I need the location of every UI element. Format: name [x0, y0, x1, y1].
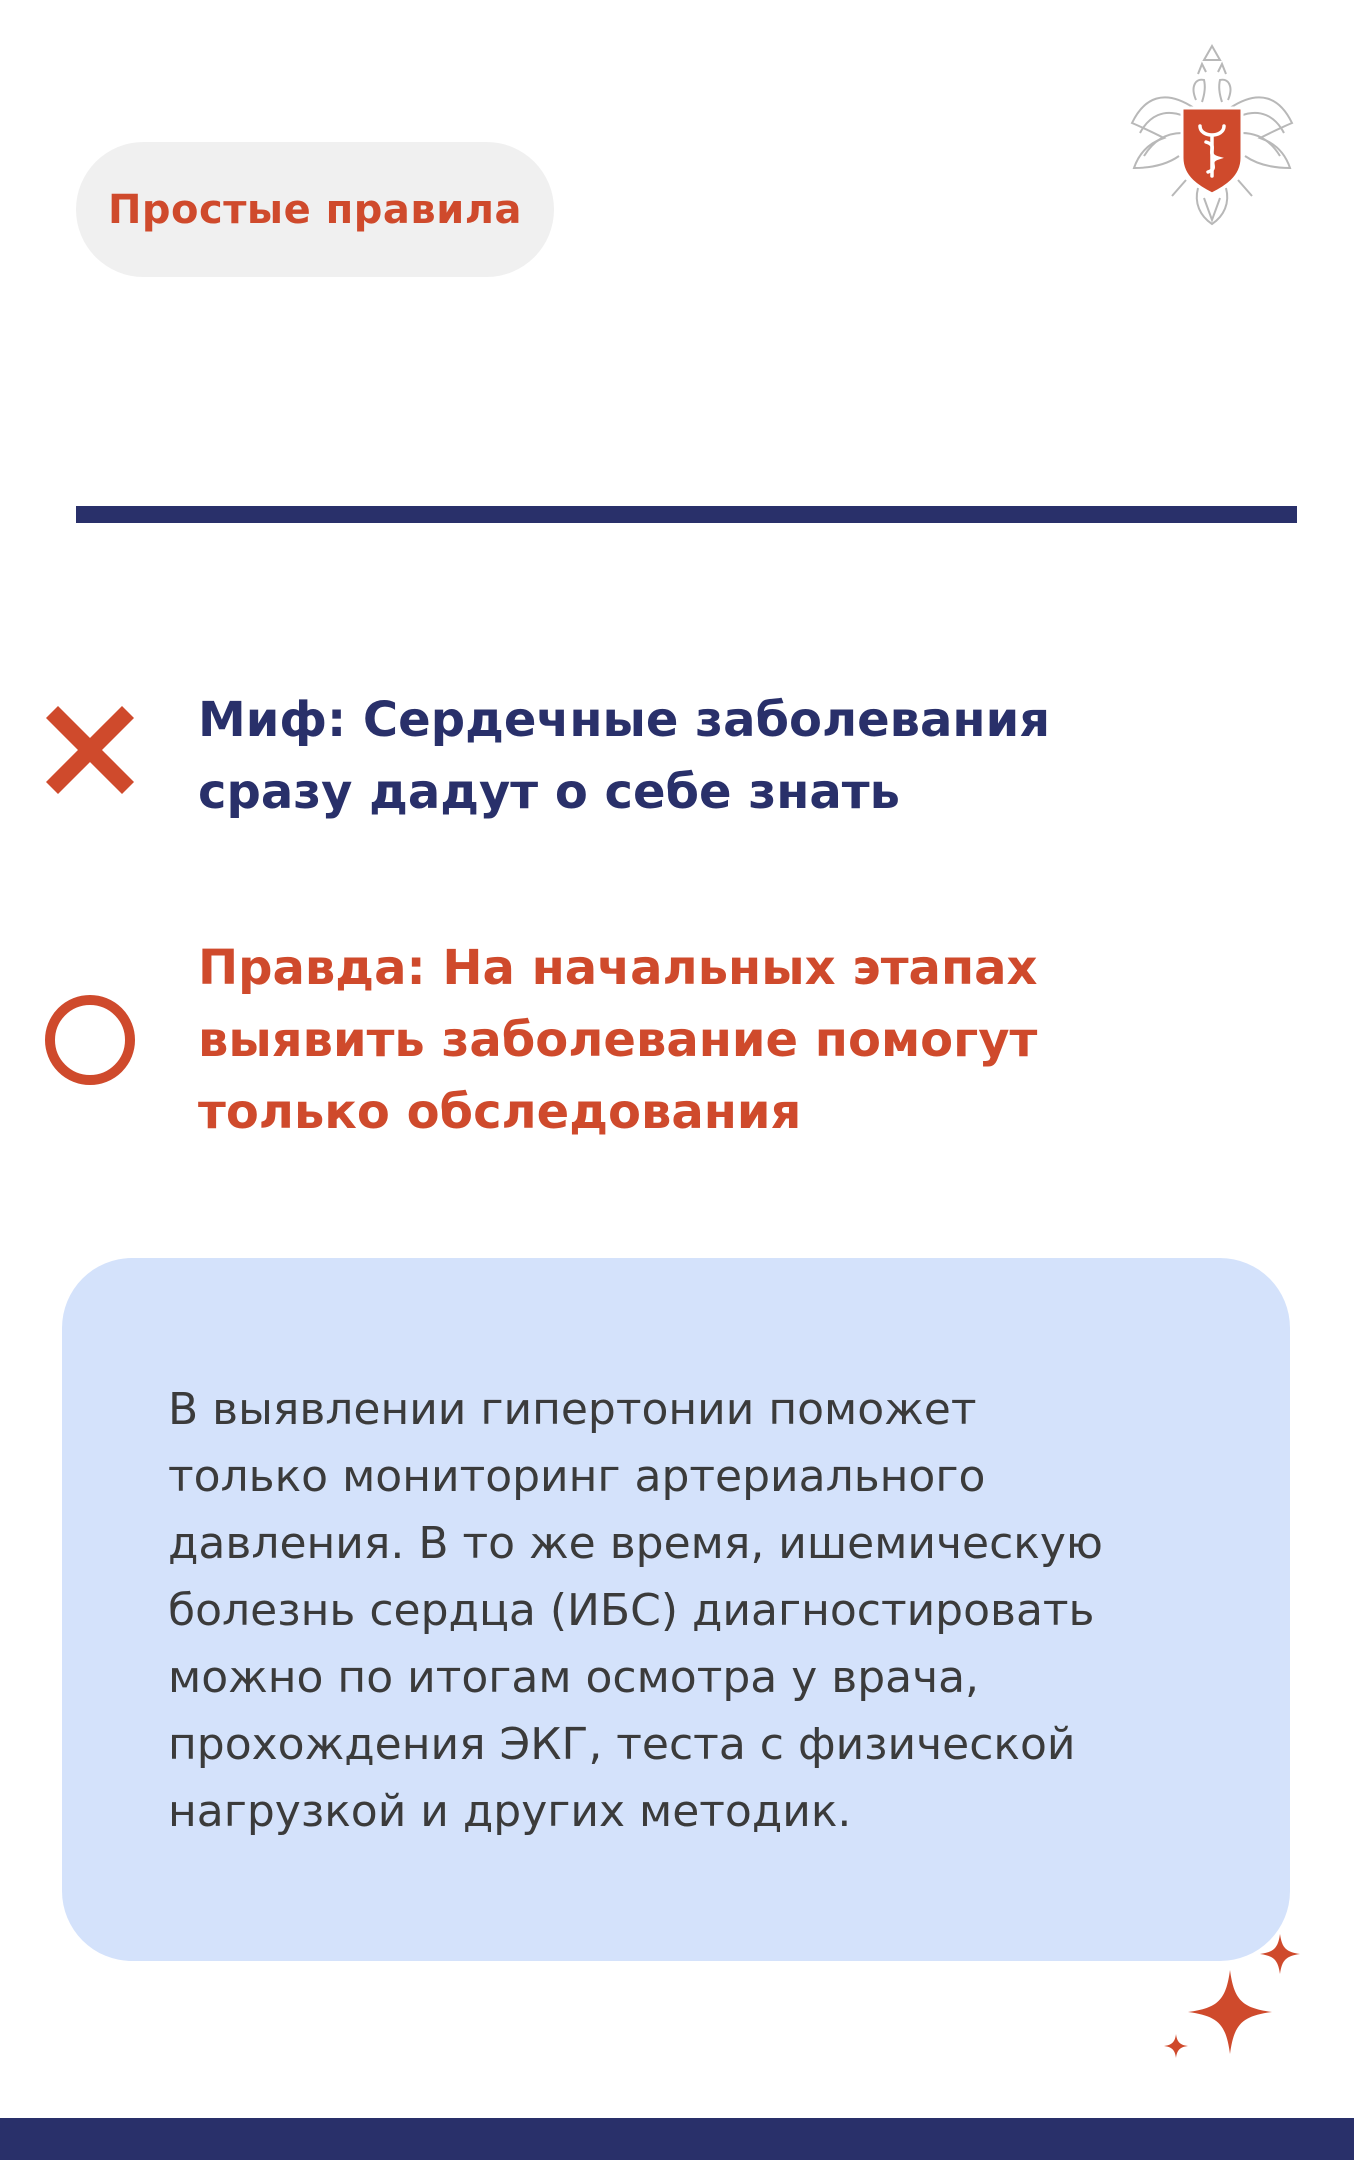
sparkle-icon [1150, 1930, 1310, 2080]
ministry-of-health-emblem-icon [1124, 38, 1300, 230]
circle-icon [40, 990, 140, 1090]
myth-statement: Миф: Сердечные заболевания сразу дадут о себе знать [198, 692, 1051, 820]
section-divider [76, 506, 1297, 523]
info-card [62, 1258, 1290, 1961]
truth-statement: Правда: На начальных этапах выявить заболевание помогут только обследования [198, 940, 1038, 1140]
info-card-text: В выявлении гипертонии поможет только мониторинг артериального давления. В то же время, ишемическую болезнь сердца (ИБС) диагностировать можно по итогам осмотра у врача, прохождения ЭКГ, теста с физической нагрузкой и других методик. [168, 1384, 1103, 1837]
footer-band [0, 2118, 1354, 2160]
category-badge [76, 142, 554, 277]
category-badge-label: Простые правила [107, 186, 523, 233]
cross-icon [40, 700, 140, 800]
